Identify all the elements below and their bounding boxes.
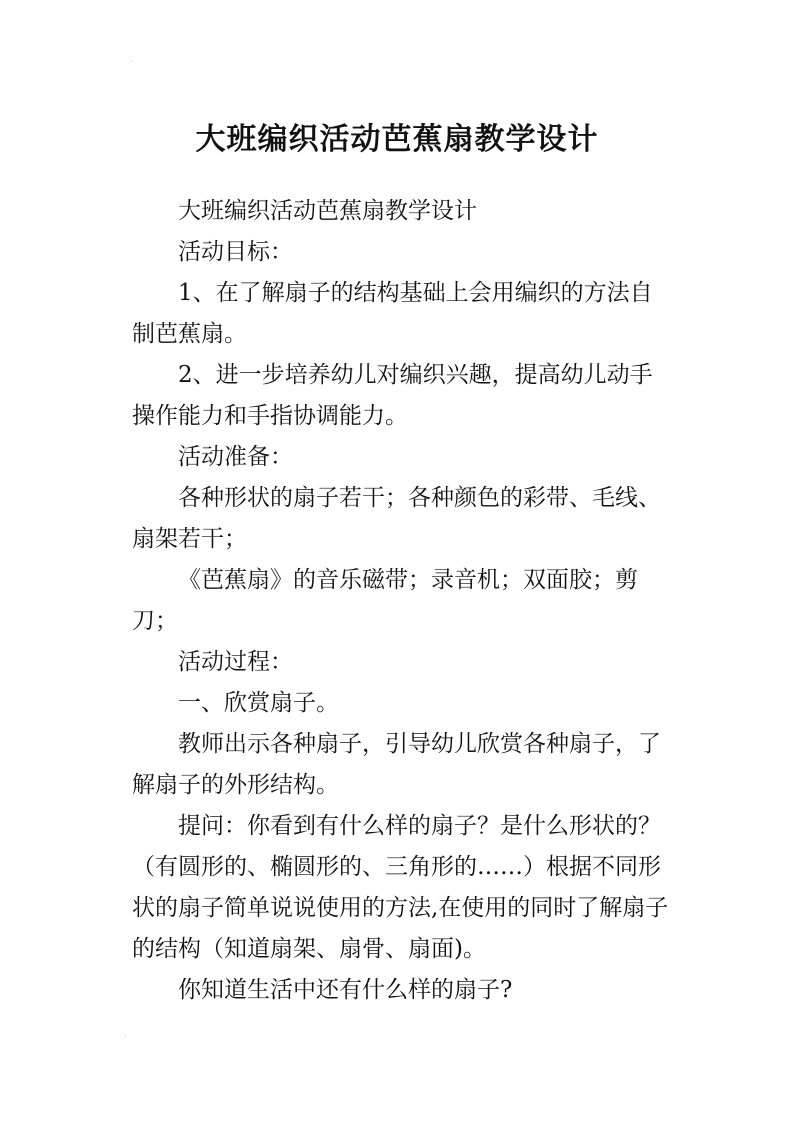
paragraph-goal-1: 1、在了解扇子的结构基础上会用编织的方法自制芭蕉扇。 xyxy=(132,280,653,347)
scan-mark-bottom: · xyxy=(124,1032,127,1041)
document-body xyxy=(132,191,672,1011)
paragraph-questions: 提问：你看到有什么样的扇子？是什么形状的？（有圆形的、椭圆形的、三角形的……）根据不同形状的扇子简单说说使用的方法,在使用的同时了解扇子的结构（知道扇架、扇骨、扇面)。 xyxy=(132,813,669,962)
page-title: 大班编织活动芭蕉扇教学设计 xyxy=(195,122,599,158)
paragraph-process-label: 活动过程： xyxy=(178,649,293,675)
paragraph-closing-question: 你知道生活中还有什么样的扇子? xyxy=(178,977,513,1003)
paragraph-goals-label: 活动目标： xyxy=(178,239,293,265)
paragraph-step-1: 一、欣赏扇子。 xyxy=(178,690,339,716)
scan-mark-top: · xyxy=(130,57,133,66)
paragraph-materials-2: 《芭蕉扇》的音乐磁带；录音机；双面胶；剪刀； xyxy=(132,567,638,634)
paragraph-heading: 大班编织活动芭蕉扇教学设计 xyxy=(178,198,477,224)
paragraph-materials-1: 各种形状的扇子若干；各种颜色的彩带、毛线、扇架若干； xyxy=(132,485,661,552)
paragraph-preparation-label: 活动准备： xyxy=(178,444,293,470)
paragraph-teacher-shows: 教师出示各种扇子，引导幼儿欣赏各种扇子，了解扇子的外形结构。 xyxy=(132,731,661,798)
paragraph-goal-2: 2、进一步培养幼儿对编织兴趣，提高幼儿动手操作能力和手指协调能力。 xyxy=(132,362,653,429)
